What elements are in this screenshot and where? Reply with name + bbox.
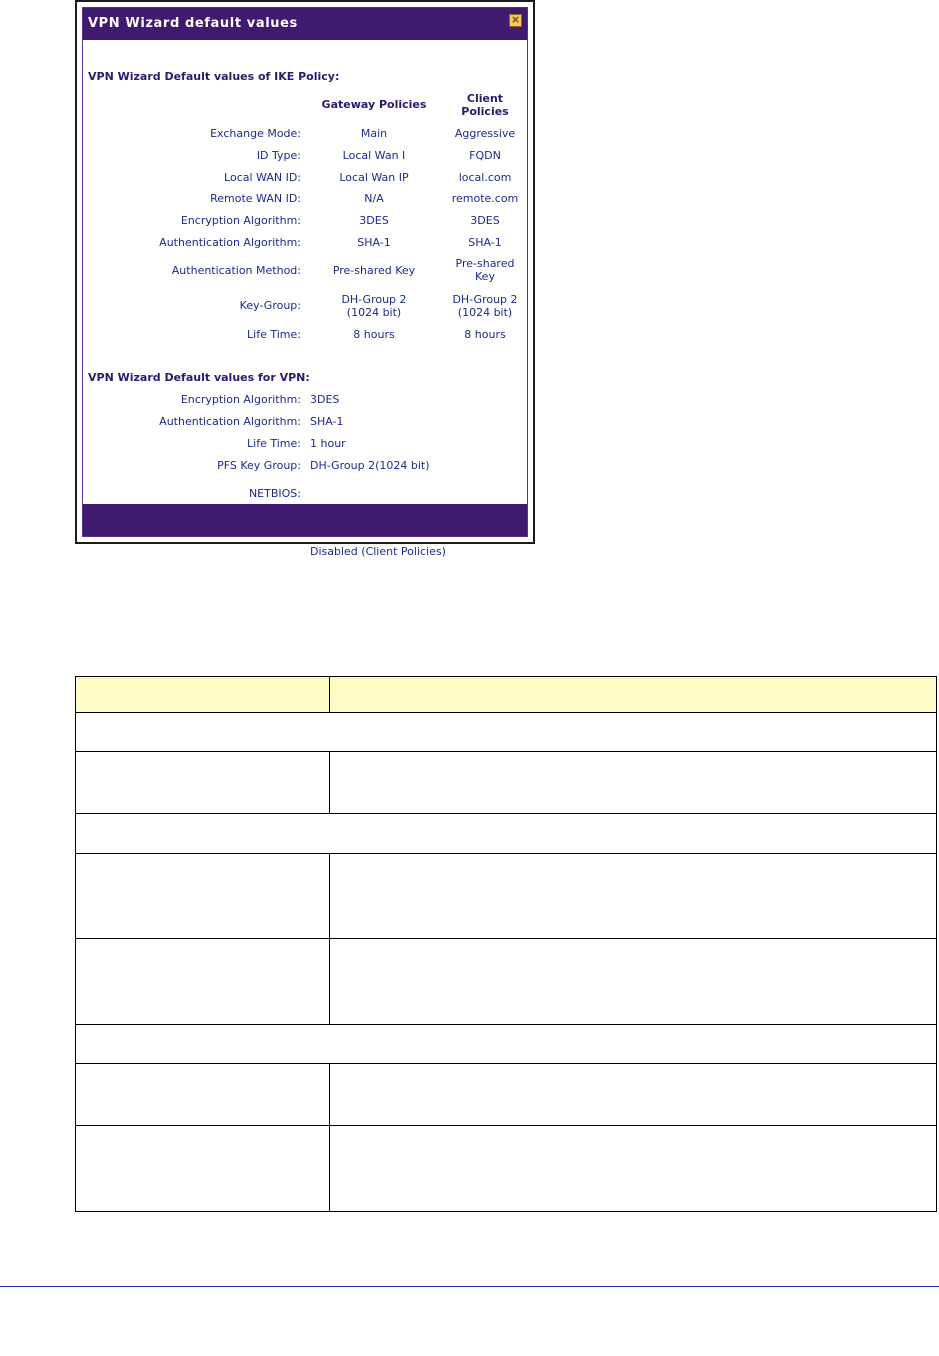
client-value: 8 hours [464,328,506,341]
table-header-cell [76,677,330,713]
row-label: Authentication Method: [171,264,301,277]
client-header-line2: Policies [461,105,509,118]
row-value-line2: Disabled (Client Policies) [310,545,446,558]
row-label: Encryption Algorithm: [180,393,301,406]
table-row [76,1126,937,1212]
row-label: Authentication Algorithm: [159,415,301,428]
gateway-value-line1: DH-Group 2 [341,293,407,306]
vpn-defaults-heading: VPN Wizard Default values for VPN: [88,371,310,384]
gateway-value: Local Wan I [342,149,406,162]
row-value: DH-Group 2(1024 bit) [310,459,430,472]
gateway-value: 3DES [359,214,389,227]
client-value: Aggressive [454,127,516,140]
page-footer-rule [0,1286,939,1287]
table-cell [76,814,937,853]
client-policies-header [445,92,525,118]
table-cell [330,1063,937,1125]
gateway-value: 8 hours [353,328,395,341]
row-label: Authentication Algorithm: [159,236,301,249]
table-cell [330,752,937,814]
table-cell [76,752,330,814]
table-cell [330,853,937,939]
table-row [76,1063,937,1125]
client-value: FQDN [469,149,501,162]
client-value [445,257,525,283]
table-header-row [76,677,937,713]
table-header-cell [330,677,937,713]
window-titlebar [83,8,527,40]
gateway-value: Local Wan IP [339,171,409,184]
client-value: remote.com [451,192,519,205]
table-cell [76,1063,330,1125]
window-title: VPN Wizard default values [88,16,298,31]
table-cell [76,939,330,1025]
row-label: Life Time: [247,437,301,450]
table-section-row [76,814,937,853]
client-value: 3DES [470,214,500,227]
table-section-row [76,1024,937,1063]
client-value-line2: (1024 bit) [457,306,513,319]
close-icon[interactable]: × [510,13,521,26]
row-label: Remote WAN ID: [210,192,301,205]
table-cell [76,1126,330,1212]
client-value-line1: DH-Group 2 [452,293,518,306]
row-label: ID Type: [256,149,301,162]
table-cell [330,939,937,1025]
gateway-value: Main [360,127,388,140]
client-value: SHA-1 [468,236,502,249]
row-label: Exchange Mode: [210,127,301,140]
row-label: PFS Key Group: [217,459,301,472]
table-row [76,939,937,1025]
row-value: 3DES [310,393,340,406]
client-value [445,293,525,319]
table-cell [76,1024,937,1063]
client-value-line2: Key [475,270,495,283]
row-label: Key-Group: [239,299,301,312]
window-footer [83,504,527,536]
gateway-value: SHA-1 [357,236,391,249]
gateway-policies-header: Gateway Policies [321,98,427,111]
row-label: Local WAN ID: [224,171,301,184]
gateway-value: N/A [364,192,384,205]
vpn-wizard-defaults-window [82,7,528,558]
row-value: 1 hour [310,437,346,450]
client-header-line1: Client [466,92,504,105]
client-value-line1: Pre-shared [455,257,515,270]
row-value: SHA-1 [310,415,344,428]
gateway-value: Pre-shared Key [332,264,416,277]
table-row [76,853,937,939]
table-cell [76,853,330,939]
row-label: NETBIOS: [248,487,301,500]
document-table [75,676,937,1212]
screenshot-frame [75,0,535,558]
ike-policy-heading: VPN Wizard Default values of IKE Policy: [88,70,340,83]
table-cell [330,1126,937,1212]
table-section-row [76,712,937,751]
table-cell [76,712,937,751]
client-value: local.com [458,171,512,184]
table-row [76,752,937,814]
row-label: Life Time: [247,328,301,341]
gateway-value [309,293,439,319]
row-label: Encryption Algorithm: [180,214,301,227]
gateway-value-line2: (1024 bit) [346,306,402,319]
